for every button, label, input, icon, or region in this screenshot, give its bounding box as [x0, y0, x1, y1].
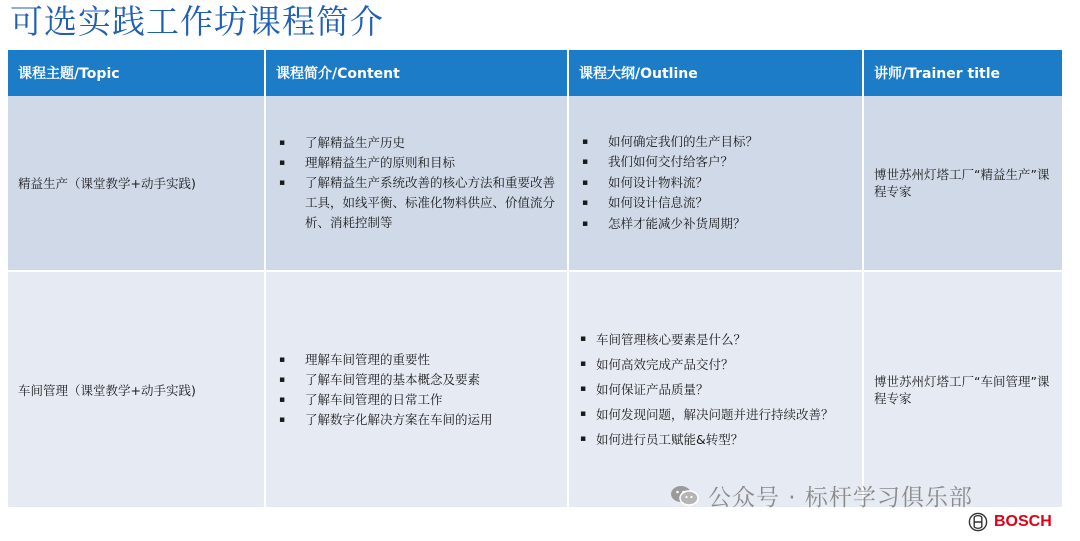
list-item: ▪ 如何设计物料流？ [570, 173, 861, 194]
outline-list [570, 327, 861, 452]
outline-cell [568, 96, 863, 271]
topic-cell: 车间管理（课堂教学+动手实践) [8, 271, 265, 507]
header-trainer: 讲师/Trainer title [863, 50, 1063, 96]
list-item: ▪ 理解车间管理的重要性 [267, 350, 566, 370]
content-list [267, 133, 566, 233]
list-item: ▪ 我们如何交付给客户？ [570, 152, 861, 173]
list-item: ▪ 如何设计信息流？ [570, 193, 861, 214]
trainer-cell: 博世苏州灯塔工厂“车间管理”课程专家 [863, 271, 1063, 507]
course-table [8, 50, 1064, 507]
list-item: ▪ 车间管理核心要素是什么？ [570, 327, 861, 352]
header-content: 课程简介/Content [265, 50, 568, 96]
table-row [8, 271, 1063, 507]
watermark [670, 479, 973, 512]
header-topic: 课程主题/Topic [8, 50, 265, 96]
logo-text: BOSCH [994, 513, 1052, 530]
list-item: ▪ 如何进行员工赋能&转型？ [570, 427, 861, 452]
topic-cell: 精益生产（课堂教学+动手实践) [8, 96, 265, 271]
watermark-text: 公众号 · 标杆学习俱乐部 [708, 485, 973, 511]
header-outline: 课程大纲/Outline [568, 50, 863, 96]
wechat-icon [670, 484, 700, 508]
outline-cell [568, 271, 863, 507]
bosch-logo [968, 512, 1052, 532]
bosch-armature-icon [968, 512, 988, 532]
list-item: ▪ 了解车间管理的基本概念及要素 [267, 370, 566, 390]
list-item: ▪ 了解数字化解决方案在车间的运用 [267, 410, 566, 430]
page-title: 可选实践工作坊课程简介 [10, 2, 384, 41]
table-row [8, 96, 1063, 271]
list-item: ▪ 了解精益生产历史 [267, 133, 566, 153]
list-item: ▪ 如何发现问题，解决问题并进行持续改善？ [570, 402, 861, 427]
trainer-cell: 博世苏州灯塔工厂“精益生产”课程专家 [863, 96, 1063, 271]
content-cell [265, 271, 568, 507]
list-item: ▪ 了解精益生产系统改善的核心方法和重要改善工具，如线平衡、标准化物料供应、价值流分析、消耗控制等 [267, 173, 566, 233]
list-item: ▪ 如何确定我们的生产目标？ [570, 132, 861, 153]
list-item: ▪ 如何高效完成产品交付？ [570, 352, 861, 377]
list-item: ▪ 如何保证产品质量？ [570, 377, 861, 402]
list-item: ▪ 怎样才能减少补货周期？ [570, 214, 861, 235]
list-item: ▪ 理解精益生产的原则和目标 [267, 153, 566, 173]
content-cell [265, 96, 568, 271]
table-header-row [8, 50, 1063, 96]
outline-list [570, 132, 861, 235]
list-item: ▪ 了解车间管理的日常工作 [267, 390, 566, 410]
content-list [267, 350, 566, 430]
